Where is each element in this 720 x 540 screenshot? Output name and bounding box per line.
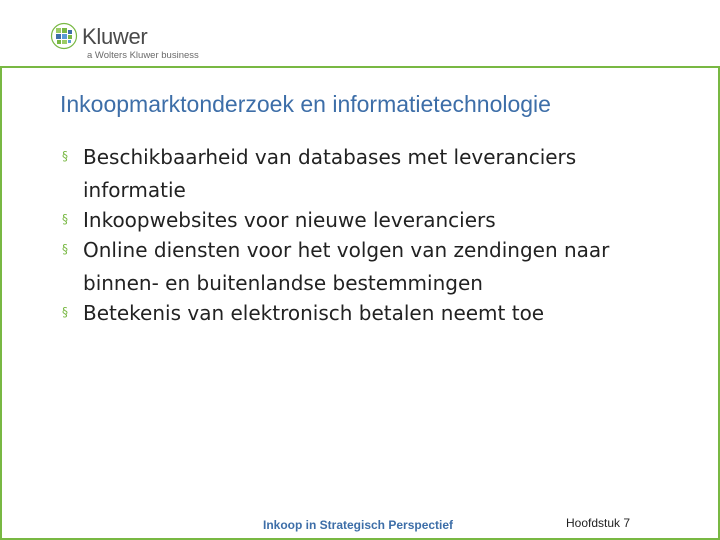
globe-logo-icon xyxy=(50,22,78,50)
bullet-text: Betekenis van elektronisch betalen neemt toe xyxy=(83,301,545,325)
bullet-item xyxy=(62,204,682,237)
bullet-marker-icon: § xyxy=(62,212,68,226)
logo-wordmark: Kluwer xyxy=(82,24,148,49)
bullet-marker-icon: § xyxy=(62,149,68,163)
logo-tagline: a Wolters Kluwer business xyxy=(87,50,199,61)
bullet-list xyxy=(62,144,682,330)
slide-title: Inkoopmarktonderzoek en informatietechnologie xyxy=(60,91,551,117)
bullet-item xyxy=(62,297,682,330)
bullet-text: Online diensten voor het volgen van zendingen naar binnen- en buitenlandse bestemmingen xyxy=(83,238,610,295)
bullet-marker-icon: § xyxy=(62,242,68,256)
bullet-marker-icon: § xyxy=(62,305,68,319)
footer-book-title: Inkoop in Strategisch Perspectief xyxy=(263,518,454,532)
bullet-text: Beschikbaarheid van databases met leveranciers informatie xyxy=(83,145,577,202)
bullet-item xyxy=(62,234,682,300)
footer-chapter: Hoofdstuk 7 xyxy=(566,516,631,530)
publisher-logo xyxy=(50,20,250,64)
bullet-item xyxy=(62,141,682,207)
bullet-text: Inkoopwebsites voor nieuwe leveranciers xyxy=(83,208,496,232)
